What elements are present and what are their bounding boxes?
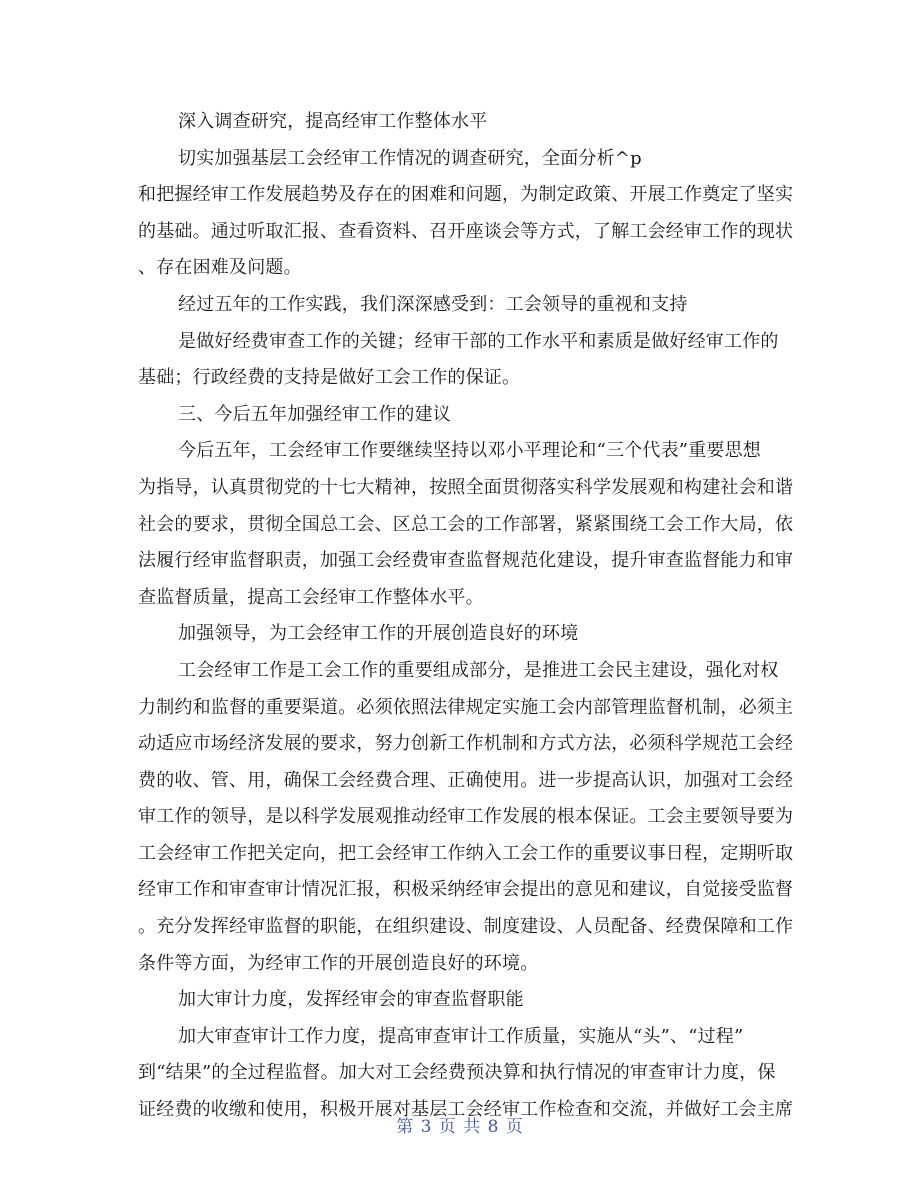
subheading: 加大审计力度，发挥经审会的审查监督职能 <box>178 989 524 1011</box>
text-line: 经过五年的工作实践，我们深深感受到：工会领导的重视和支持 <box>178 293 688 315</box>
text-line: 到“结果”的全过程监督。加大对工会经费预决算和执行情况的审查审计力度，保 <box>138 1062 776 1084</box>
text-line: 条件等方面，为经审工作的开展创造良好的环境。 <box>138 952 539 974</box>
text-line: 动适应市场经济发展的要求，努力创新工作机制和方式方法，必须科学规范工会经 <box>138 733 794 755</box>
text-line: 基础；行政经费的支持是做好工会工作的保证。 <box>138 367 521 389</box>
text-line: 和把握经审工作发展趋势及存在的困难和问题，为制定政策、开展工作奠定了坚实 <box>138 184 794 206</box>
text-line: 今后五年，工会经审工作要继续坚持以邓小平理论和“三个代表”重要思想 <box>178 440 762 462</box>
text-line: 工会经审工作把关定向，把工会经审工作纳入工会工作的重要议事日程，定期听取 <box>138 842 794 864</box>
page-number-footer: 第 3 页 共 8 页 <box>396 1117 524 1137</box>
text-line: 费的收、管、用，确保工会经费合理、正确使用。进一步提高认识，加强对工会经 <box>138 769 794 791</box>
text-line: 切实加强基层工会经审工作情况的调查研究，全面分析^p <box>178 147 642 169</box>
text-line: 经审工作和审查审计情况汇报，积极采纳经审会提出的意见和建议，自觉接受监督 <box>138 879 794 901</box>
text-line: 的基础。通过听取汇报、查看资料、召开座谈会等方式，了解工会经审工作的现状 <box>138 220 794 242</box>
text-line: 证经费的收缴和使用，积极开展对基层工会经审工作检查和交流，并做好工会主席 <box>138 1099 794 1121</box>
text-line: 法履行经审监督职责，加强工会经费审查监督规范化建设，提升审查监督能力和审 <box>138 550 794 572</box>
subheading: 加强领导，为工会经审工作的开展创造良好的环境 <box>178 623 579 645</box>
text-line: 社会的要求，贯彻全国总工会、区总工会的工作部署，紧紧围绕工会工作大局，依 <box>138 513 794 535</box>
section-heading: 三、今后五年加强经审工作的建议 <box>178 403 451 425</box>
text-line: 加大审查审计工作力度，提高审查审计工作质量，实施从“头”、“过程” <box>178 1025 744 1047</box>
text-line: 为指导，认真贯彻党的十七大精神，按照全面贯彻落实科学发展观和构建社会和谐 <box>138 476 794 498</box>
document-body <box>138 104 794 1129</box>
text-line: 查监督质量，提高工会经审工作整体水平。 <box>138 586 484 608</box>
text-line: 、存在困难及问题。 <box>138 257 302 279</box>
text-line: 深入调查研究，提高经审工作整体水平 <box>178 111 488 132</box>
text-line: 审工作的领导，是以科学发展观推动经审工作发展的根本保证。工会主要领导要为 <box>138 806 794 828</box>
text-line: 力制约和监督的重要渠道。必须依照法律规定实施工会内部管理监督机制，必须主 <box>138 696 794 718</box>
text-line: 是做好经费审查工作的关键；经审干部的工作水平和素质是做好经审工作的 <box>178 330 779 352</box>
text-line: 。充分发挥经审监督的职能，在组织建设、制度建设、人员配备、经费保障和工作 <box>138 916 794 938</box>
text-line: 工会经审工作是工会工作的重要组成部分，是推进工会民主建设，强化对权 <box>178 659 779 681</box>
